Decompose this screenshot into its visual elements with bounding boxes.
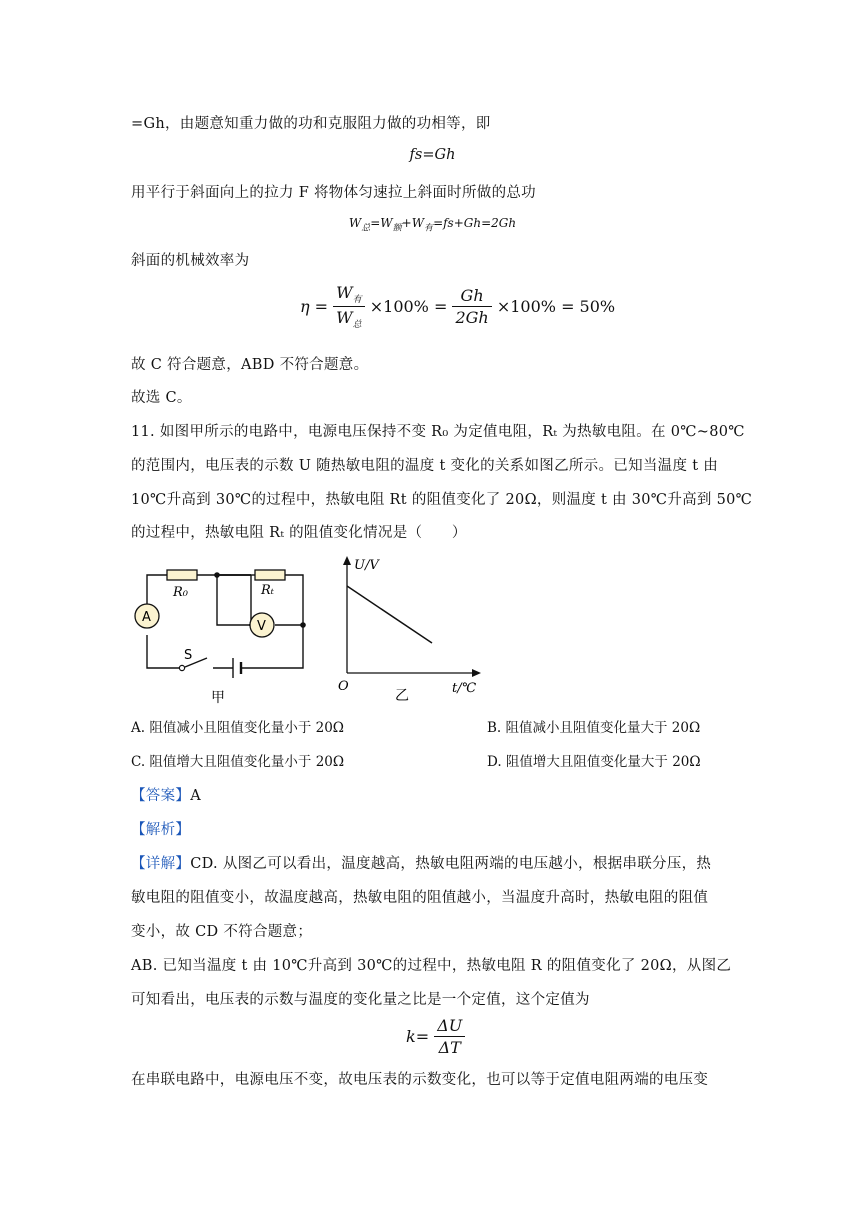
detail-line-3: 变小，故 CD 不符合题意； <box>131 924 313 940</box>
question-11-line-1: 11. 如图甲所示的电路中，电源电压保持不变 R₀ 为定值电阻，Rₜ 为热敏电阻。在 0℃~80℃ <box>131 424 745 440</box>
detail-line-6: 在串联电路中，电源电压不变，故电压表的示数变化，也可以等于定值电阻两端的电压变 <box>131 1072 709 1088</box>
option-d: D. 阻值增大且阻值变化量大于 20Ω <box>487 754 701 770</box>
caption-yi: 乙 <box>395 688 409 704</box>
fraction-w-useful-total: $\frac{W_有}{W_总}$ <box>333 283 364 330</box>
graph-line <box>347 586 432 643</box>
switch-terminal <box>179 665 184 670</box>
k-equation: k= $\frac{\Delta U}{\Delta T}$ <box>406 1016 465 1057</box>
u-t-graph <box>338 556 481 704</box>
detail-label: 【详解】 <box>131 856 191 872</box>
voltmeter-label: V <box>257 619 266 634</box>
junction-dot-right <box>300 622 306 628</box>
text-line-3: 斜面的机械效率为 <box>131 253 250 269</box>
text-line-5: 故选 C。 <box>131 390 192 406</box>
question-11-line-2: 的范围内，电压表的示数 U 随热敏电阻的温度 t 变化的关系如图乙所示。已知当温度 t 由 <box>131 458 719 474</box>
answer-line <box>131 784 201 805</box>
analysis-label: 【解析】 <box>131 822 191 838</box>
resistor-r0 <box>167 570 197 580</box>
equation-fs-gh: fs=Gh <box>409 147 456 163</box>
fraction-du-dt: $\frac{\Delta U}{\Delta T}$ <box>434 1016 465 1057</box>
rt-label: Rₜ <box>261 583 274 598</box>
switch-label: S <box>184 648 193 663</box>
option-c: C. 阻值增大且阻值变化量小于 20Ω <box>131 754 345 770</box>
fraction-gh-2gh: $\frac{Gh}{2Gh}$ <box>452 286 491 327</box>
question-11-line-3: 10℃升高到 30℃的过程中，热敏电阻 Rt 的阻值变化了 20Ω，则温度 t 由 30℃升高到 50℃ <box>131 492 753 508</box>
resistor-rt <box>255 570 285 580</box>
text-line-4: 故 C 符合题意，ABD 不符合题意。 <box>131 357 369 373</box>
option-a: A. 阻值减小且阻值变化量小于 20Ω <box>131 720 344 736</box>
r0-label: R₀ <box>173 585 188 600</box>
efficiency-equation: η = $\frac{W_有}{W_总}$ ×100% = $\frac{Gh}{2Gh}$ ×100% = 50% <box>300 283 616 331</box>
detail-line-2: 敏电阻的阻值变小，故温度越高，热敏电阻的阻值越小，当温度升高时，热敏电阻的阻值 <box>131 890 709 906</box>
detail-line-5: 可知看出，电压表的示数与温度的变化量之比是一个定值，这个定值为 <box>131 992 590 1008</box>
answer-value: A <box>190 788 201 804</box>
caption-jia: 甲 <box>211 690 225 706</box>
x-axis-label: t/℃ <box>452 681 477 696</box>
option-b: B. 阻值减小且阻值变化量大于 20Ω <box>487 720 701 736</box>
question-11-figure <box>125 548 485 706</box>
ammeter-label: A <box>142 610 151 625</box>
text-line-1: =Gh，由题意知重力做的功和克服阻力做的功相等，即 <box>131 116 491 132</box>
origin-label: O <box>338 679 349 694</box>
circuit-wires <box>147 575 303 668</box>
detail-line-4: AB. 已知当温度 t 由 10℃升高到 30℃的过程中，热敏电阻 R 的阻值变化了 20Ω，从图乙 <box>131 958 732 974</box>
equation-total-work: $W_总=W_额+W_有=fs+Gh=2Gh$ <box>348 216 517 234</box>
detail-line-1: 【详解】CD. 从图乙可以看出，温度越高，热敏电阻两端的电压越小，根据串联分压，热 <box>131 856 712 872</box>
text-line-2: 用平行于斜面向上的拉力 F 将物体匀速拉上斜面时所做的总功 <box>131 185 536 201</box>
question-11-line-4: 的过程中，热敏电阻 Rₜ 的阻值变化情况是（ ） <box>131 525 467 541</box>
y-axis-label: U/V <box>354 558 379 573</box>
answer-label: 【答案】 <box>131 788 191 804</box>
